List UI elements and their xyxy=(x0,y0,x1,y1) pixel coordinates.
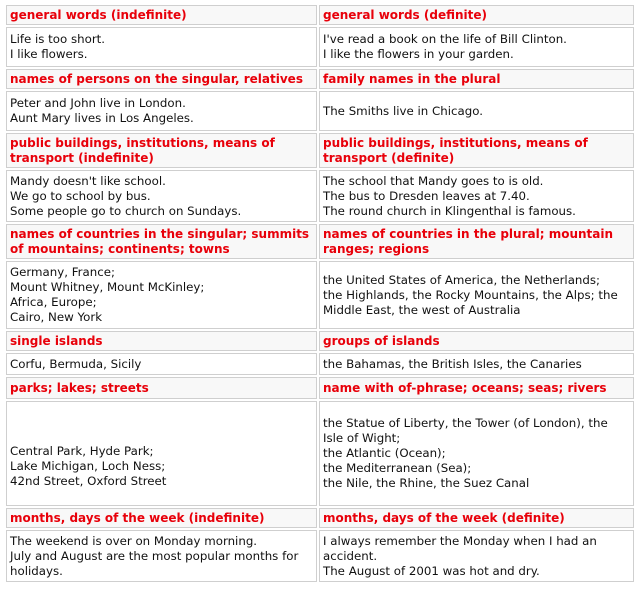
example-text: the Highlands, the Rocky Mountains, the Alps; the Middle East, the west of Australia xyxy=(323,287,618,317)
example-cell xyxy=(319,261,634,329)
category-heading: months, days of the week (indefinite) xyxy=(6,508,317,528)
table-row xyxy=(6,508,634,528)
example-text: Some people go to church on Sundays. xyxy=(10,203,242,218)
table-row xyxy=(6,133,634,168)
example-text: The bus to Dresden leaves at 7.40. xyxy=(323,188,530,203)
table-row xyxy=(6,5,634,25)
category-heading: single islands xyxy=(6,331,317,351)
category-heading: public buildings, institutions, means of transport (indefinite) xyxy=(6,133,317,168)
example-cell xyxy=(319,401,634,506)
example-cell xyxy=(6,91,317,131)
category-heading: names of countries in the plural; mountain ranges; regions xyxy=(319,224,634,259)
category-heading: names of persons on the singular, relatives xyxy=(6,69,317,89)
example-cell xyxy=(6,530,317,582)
table-row xyxy=(6,91,634,131)
category-heading: months, days of the week (definite) xyxy=(319,508,634,528)
example-text: Lake Michigan, Loch Ness; xyxy=(10,458,166,473)
example-text: the Bahamas, the British Isles, the Canaries xyxy=(323,356,582,371)
table-row xyxy=(6,261,634,329)
example-cell xyxy=(6,401,317,506)
example-text: Cairo, New York xyxy=(10,310,103,324)
example-text: Mount Whitney, Mount McKinley; xyxy=(10,280,205,294)
example-cell xyxy=(319,530,634,582)
example-text: Aunt Mary lives in Los Angeles. xyxy=(10,111,194,125)
category-heading: general words (definite) xyxy=(319,5,634,25)
table-row xyxy=(6,377,634,399)
example-text: the Nile, the Rhine, the Suez Canal xyxy=(323,476,530,490)
example-text: the Statue of Liberty, the Tower (of London), the Isle of Wight; xyxy=(323,416,608,445)
example-cell xyxy=(6,27,317,67)
example-text: The Smiths live in Chicago. xyxy=(323,103,483,118)
category-heading: public buildings, institutions, means of transport (definite) xyxy=(319,133,634,168)
example-text: The round church in Klingenthal is famous. xyxy=(323,203,576,218)
example-text: Peter and John live in London. xyxy=(10,96,186,110)
example-text: I like the flowers in your garden. xyxy=(323,47,514,61)
example-text: Corfu, Bermuda, Sicily xyxy=(10,356,142,371)
articles-table xyxy=(4,3,636,584)
example-text: July and August are the most popular months for holidays. xyxy=(10,548,299,578)
example-text: The August of 2001 was hot and dry. xyxy=(323,563,540,578)
example-cell xyxy=(319,91,634,131)
example-cell xyxy=(319,170,634,222)
example-cell xyxy=(6,170,317,222)
example-cell xyxy=(6,353,317,375)
table-row xyxy=(6,530,634,582)
table-row xyxy=(6,170,634,222)
example-text: Life is too short. xyxy=(10,32,106,46)
example-text: Mandy doesn't like school. xyxy=(10,173,166,188)
example-text: I always remember the Monday when I had an accident. xyxy=(323,533,597,563)
example-text: Africa, Europe; xyxy=(10,295,97,309)
example-text: the Mediterranean (Sea); xyxy=(323,461,472,475)
category-heading: parks; lakes; streets xyxy=(6,377,317,399)
example-cell xyxy=(319,27,634,67)
table-row xyxy=(6,353,634,375)
example-text: I like flowers. xyxy=(10,47,88,61)
category-heading: names of countries in the singular; summits of mountains; continents; towns xyxy=(6,224,317,259)
example-text: The school that Mandy goes to is old. xyxy=(323,173,544,188)
category-heading: groups of islands xyxy=(319,331,634,351)
example-text: 42nd Street, Oxford Street xyxy=(10,473,167,488)
category-heading: general words (indefinite) xyxy=(6,5,317,25)
example-cell xyxy=(319,353,634,375)
example-text: Germany, France; xyxy=(10,265,115,279)
example-text: We go to school by bus. xyxy=(10,188,151,203)
table-row xyxy=(6,401,634,506)
category-heading: name with of-phrase; oceans; seas; rivers xyxy=(319,377,634,399)
example-cell xyxy=(6,261,317,329)
example-text: The weekend is over on Monday morning. xyxy=(10,533,258,548)
table-row xyxy=(6,27,634,67)
category-heading: family names in the plural xyxy=(319,69,634,89)
example-text: the United States of America, the Netherlands; xyxy=(323,272,601,287)
table-row xyxy=(6,331,634,351)
table-row xyxy=(6,224,634,259)
example-text: I've read a book on the life of Bill Clinton. xyxy=(323,32,567,46)
example-text: Central Park, Hyde Park; xyxy=(10,443,154,458)
table-row xyxy=(6,69,634,89)
example-text: the Atlantic (Ocean); xyxy=(323,446,446,460)
